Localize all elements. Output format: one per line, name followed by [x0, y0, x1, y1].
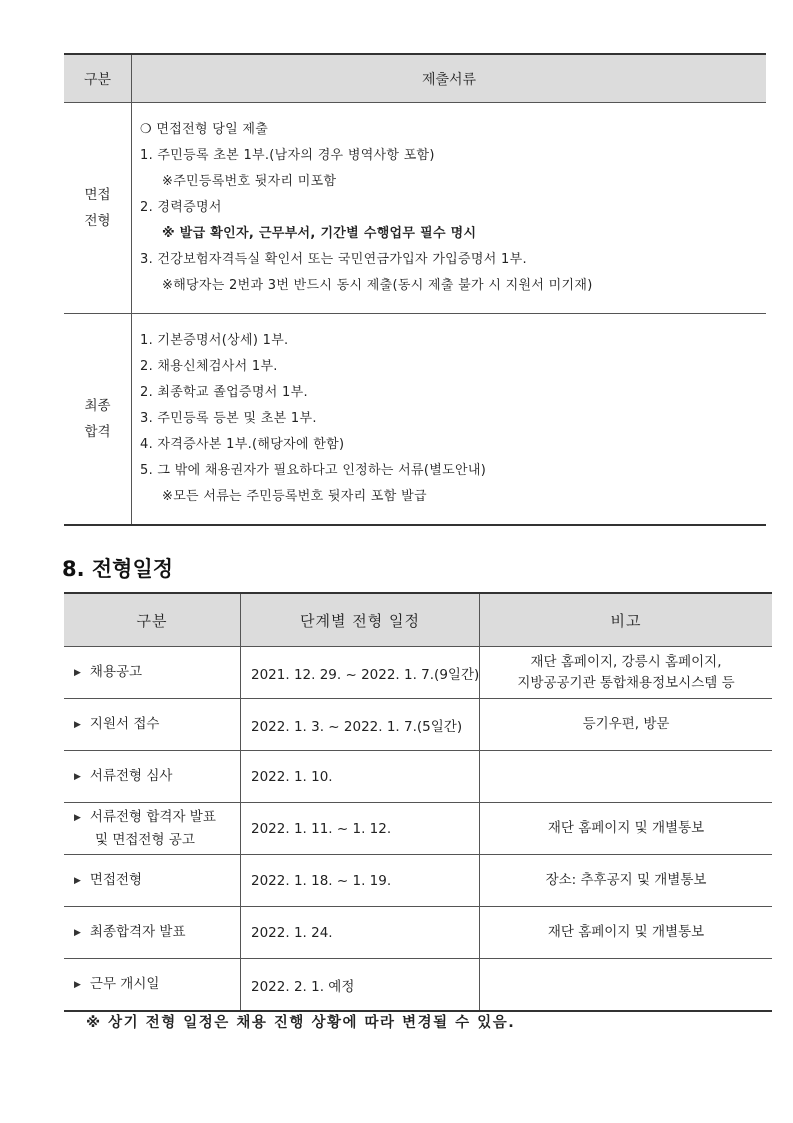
- schedule-note: 재단 홈페이지 및 개별통보: [480, 803, 773, 855]
- schedule-date: 2022. 1. 24.: [241, 907, 480, 959]
- table-row: [64, 751, 772, 803]
- documents-row-final: [64, 314, 766, 526]
- triangle-bullet-icon: ▶: [74, 720, 81, 730]
- table-row: [64, 699, 772, 751]
- stage-label: 근무 개시일: [89, 976, 160, 992]
- stage-label: 면접전형: [89, 872, 143, 888]
- document-note: ※주민등록번호 뒷자리 미포함: [162, 174, 337, 189]
- table-row: [64, 959, 772, 1012]
- document-note: ※모든 서류는 주민등록번호 뒷자리 포함 발급: [162, 489, 427, 504]
- schedule-date: 2021. 12. 29. ~ 2022. 1. 7.(9일간): [241, 647, 480, 699]
- documents-interview-list: [132, 103, 767, 314]
- stage-label: 최종합격자 발표: [89, 924, 186, 940]
- stage-label: 지원서 접수: [89, 716, 160, 732]
- document-line: 3. 주민등록 등본 및 초본 1부.: [140, 411, 317, 426]
- documents-final-list: [132, 314, 767, 526]
- stage-label: 서류전형 합격자 발표: [89, 809, 216, 825]
- schedule-stage: [64, 959, 241, 1012]
- document-line: 1. 주민등록 초본 1부.(남자의 경우 병역사항 포함): [140, 148, 435, 163]
- schedule-note: 장소: 추후공지 및 개별통보: [480, 855, 773, 907]
- table-row: [64, 855, 772, 907]
- stage-label: 서류전형 심사: [89, 768, 173, 784]
- document-line: 1. 기본증명서(상세) 1부.: [140, 333, 289, 348]
- schedule-stage: [64, 855, 241, 907]
- document-line: 2. 채용신체검사서 1부.: [140, 359, 278, 374]
- triangle-bullet-icon: ▶: [74, 668, 81, 678]
- documents-table: [64, 53, 766, 526]
- document-note: ※해당자는 2번과 3번 반드시 동시 제출(동시 제출 불가 시 지원서 미기재): [162, 278, 593, 293]
- stage-label: 채용공고: [89, 664, 143, 680]
- document-line: 3. 건강보험자격득실 확인서 또는 국민연금가입자 가입증명서 1부.: [140, 252, 527, 267]
- schedule-date: 2022. 1. 11. ~ 1. 12.: [241, 803, 480, 855]
- schedule-stage: [64, 699, 241, 751]
- category-line: 합격: [84, 424, 111, 440]
- schedule-date: 2022. 2. 1. 예정: [241, 959, 480, 1012]
- schedule-stage: [64, 803, 241, 855]
- schedule-stage: [64, 751, 241, 803]
- triangle-bullet-icon: ▶: [74, 928, 81, 938]
- note-line: 지방공공기관 통합채용정보시스템 등: [517, 674, 735, 691]
- category-line: 전형: [84, 213, 111, 229]
- documents-header-category: 구분: [64, 54, 132, 103]
- schedule-note: [480, 647, 773, 699]
- triangle-bullet-icon: ▶: [74, 876, 81, 886]
- document-line: 2. 경력증명서: [140, 200, 222, 215]
- documents-header-documents: 제출서류: [132, 54, 767, 103]
- schedule-note: [480, 959, 773, 1012]
- document-line: 2. 최종학교 졸업증명서 1부.: [140, 385, 308, 400]
- note-line: 재단 홈페이지, 강릉시 홈페이지,: [530, 653, 722, 670]
- schedule-note: 재단 홈페이지 및 개별통보: [480, 907, 773, 959]
- schedule-header-date: 단계별 전형 일정: [241, 593, 480, 647]
- documents-category-final: [64, 314, 132, 526]
- triangle-bullet-icon: ▶: [74, 813, 81, 823]
- table-row: [64, 647, 772, 699]
- stage-label: 및 면접전형 공고: [95, 832, 195, 848]
- schedule-header-note: 비고: [480, 593, 773, 647]
- category-line: 최종: [84, 398, 111, 414]
- document-line: 4. 자격증사본 1부.(해당자에 한함): [140, 437, 345, 452]
- document-note: ※ 발급 확인자, 근무부서, 기간별 수행업무 필수 명시: [162, 226, 477, 241]
- schedule-table: [64, 592, 772, 1012]
- schedule-date: 2022. 1. 10.: [241, 751, 480, 803]
- table-row: [64, 907, 772, 959]
- document-line: ❍ 면접전형 당일 제출: [140, 122, 269, 137]
- document-line: 5. 그 밖에 채용권자가 필요하다고 인정하는 서류(별도안내): [140, 463, 487, 478]
- schedule-note: [480, 751, 773, 803]
- schedule-header-stage: 구분: [64, 593, 241, 647]
- schedule-stage: [64, 647, 241, 699]
- section-title: 8. 전형일정: [62, 557, 174, 581]
- schedule-date: 2022. 1. 3. ~ 2022. 1. 7.(5일간): [241, 699, 480, 751]
- triangle-bullet-icon: ▶: [74, 980, 81, 990]
- category-line: 면접: [84, 187, 111, 203]
- documents-row-interview: [64, 103, 766, 314]
- table-row: [64, 803, 772, 855]
- schedule-note: 등기우편, 방문: [480, 699, 773, 751]
- schedule-date: 2022. 1. 18. ~ 1. 19.: [241, 855, 480, 907]
- triangle-bullet-icon: ▶: [74, 772, 81, 782]
- schedule-footnote: ※ 상기 전형 일정은 채용 진행 상황에 따라 변경될 수 있음.: [86, 1015, 516, 1031]
- schedule-stage: [64, 907, 241, 959]
- documents-category-interview: [64, 103, 132, 314]
